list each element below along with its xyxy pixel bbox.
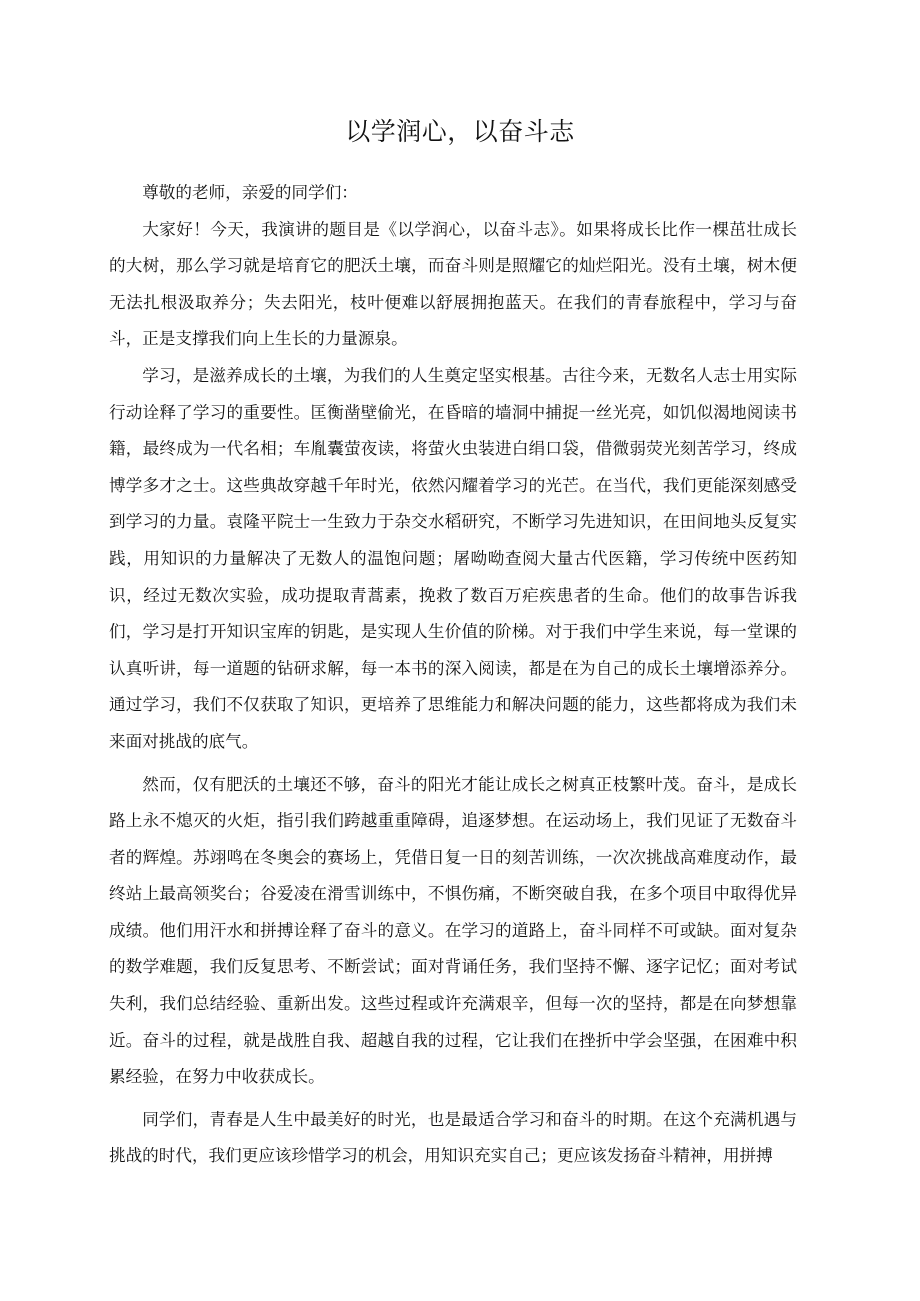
speech-body <box>109 175 797 1175</box>
paragraph-striving: 然而，仅有肥沃的土壤还不够，奋斗的阳光才能让成长之树真正枝繁叶茂。奋斗，是成长路上永不熄灭的火炬，指引我们跨越重重障碍，追逐梦想。在运动场上，我们见证了无数奋斗者的辉煌。苏翊鸣在冬奥会的赛场上，凭借日复一日的刻苦训练，一次次挑战高难度动作，最终站上最高领奖台；谷爱凌在滑雪训练中，不惧伤痛，不断突破自我，在多个项目中取得优异成绩。他们用汗水和拼搏诠释了奋斗的意义。在学习的道路上，奋斗同样不可或缺。面对复杂的数学难题，我们反复思考、不断尝试；面对背诵任务，我们坚持不懈、逐字记忆；面对考试失利，我们总结经验、重新出发。这些过程或许充满艰辛，但每一次的坚持，都是在向梦想靠近。奋斗的过程，就是战胜自我、超越自我的过程，它让我们在挫折中学会坚强，在困难中积累经验，在努力中收获成长。 <box>109 774 797 1087</box>
greeting: 尊敬的老师，亲爱的同学们： <box>142 183 358 202</box>
page-title: 以学润心，以奋斗志 <box>345 117 575 146</box>
paragraph-learning: 学习，是滋养成长的土壤，为我们的人生奠定坚实根基。古往今来，无数名人志士用实际行动诠释了学习的重要性。匡衡凿壁偷光，在昏暗的墙洞中捕捉一丝光亮，如饥似渴地阅读书籍，最终成为一代名相；车胤囊萤夜读，将萤火虫装进白绢口袋，借微弱荧光刻苦学习，终成博学多才之士。这些典故穿越千年时光，依然闪耀着学习的光芒。在当代，我们更能深刻感受到学习的力量。袁隆平院士一生致力于杂交水稻研究，不断学习先进知识，在田间地头反复实践，用知识的力量解决了无数人的温饱问题；屠呦呦查阅大量古代医籍，学习传统中医药知识，经过无数次实验，成功提取青蒿素，挽救了数百万疟疾患者的生命。他们的故事告诉我们，学习是打开知识宝库的钥匙，是实现人生价值的阶梯。对于我们中学生来说，每一堂课的认真听讲，每一道题的钻研求解，每一本书的深入阅读，都是在为自己的成长土壤增添养分。通过学习，我们不仅获取了知识，更培养了思维能力和解决问题的能力，这些都将成为我们未来面对挑战的底气。 <box>109 365 797 751</box>
paragraph-closing: 同学们，青春是人生中最美好的时光，也是最适合学习和奋斗的时期。在这个充满机遇与挑战的时代，我们更应该珍惜学习的机会，用知识充实自己；更应该发扬奋斗精神，用拼搏 <box>109 1109 797 1166</box>
paragraph-intro: 大家好！今天，我演讲的题目是《以学润心，以奋斗志》。如果将成长比作一棵茁壮成长的大树，那么学习就是培育它的肥沃土壤，而奋斗则是照耀它的灿烂阳光。没有土壤，树木便无法扎根汲取养分；失去阳光，枝叶便难以舒展拥抱蓝天。在我们的青春旅程中，学习与奋斗，正是支撑我们向上生长的力量源泉。 <box>109 219 797 349</box>
